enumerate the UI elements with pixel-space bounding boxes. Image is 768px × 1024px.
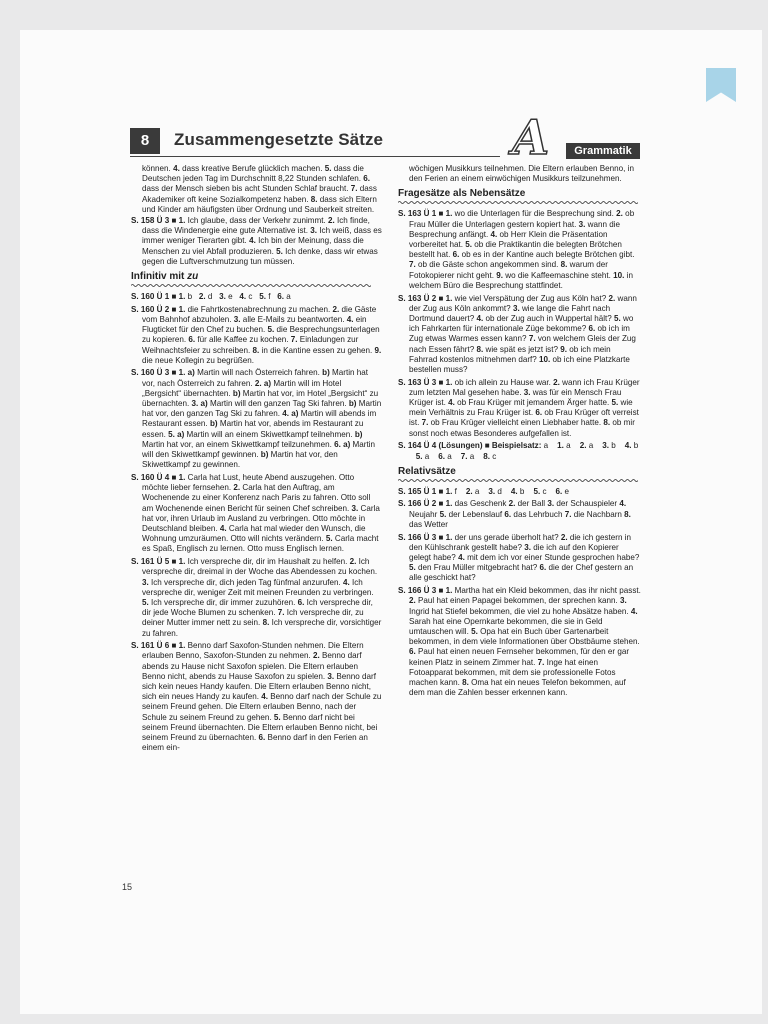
exercise-answer: S. 160 Ü 4 ■ 1. Carla hat Lust, heute Abend auszugehen. Otto möchte lieber fernsehen. 2. Carla hat den Auftrag, am Wochenende zu einer Konferenz nach Paris zu fahren. Otto soll am Wochenende einen Bericht für seinen Chef schreiben. 3. Carla hat vor, ihren Urlaub im Ausland zu verbringen. Otto möchte in Deutschland bleiben. 4. Carla hat mal wieder den Wunsch, die Wohnung umzuräumen. Otto will nichts verändern. 5. Carla macht es Spaß, Englisch zu lernen. Otto muss Englisch lernen. xyxy=(131,472,380,554)
exercise-answer: S. 166 Ü 2 ■ 1. das Geschenk 2. der Ball 3. der Schauspieler 4. Neujahr 5. der Lebenslauf 6. das Lehrbuch 7. die Nachbarn 8. das Wetter xyxy=(398,499,631,529)
right-column xyxy=(398,164,641,701)
page-number: 15 xyxy=(122,882,133,892)
grammatik-logo-label: Grammatik xyxy=(566,143,640,159)
left-column xyxy=(131,164,382,756)
section-wavy-underline xyxy=(398,200,638,205)
exercise-answer: S. 163 Ü 3 ■ 1. ob ich allein zu Hause war. 2. wann ich Frau Krüger zum letzten Mal gesehen habe. 3. was für ein Mensch Frau Krüger ist. 4. ob Frau Krüger mit jemandem Ärger hatte. 5. wie mein Verhältnis zu Frau Krüger ist. 6. ob Frau Krüger oft verreist ist. 7. ob Frau Krüger vielleicht einen Liebhaber hatte. 8. ob mir sonst noch etwas Besonderes aufgefallen ist. xyxy=(398,377,640,438)
section-heading: Fragesätze als Nebensätze xyxy=(398,188,526,200)
exercise-answer: S. 166 Ü 3 ■ 1. Martha hat ein Kleid bekommen, das ihr nicht passt. 2. Paul hat einen Papagei bekommen, der sprechen kann. 3. Ingrid hat Stiefel bekommen, die viel zu hohe Absätze haben. 4. Sarah hat eine Opernkarte bekommen, die sie in Geld umtauschen will. 5. Opa hat ein Buch über Gartenarbeit bekommen, in dem viele Informationen über Obstbäume stehen. 6. Paul hat einen neuen Fernseher bekommen, für den er gar keinen Platz in seinem Zimmer hat. 7. Inge hat einen Fotoapparat bekommen, mit dem sie professionelle Fotos machen kann. 8. Oma hat ein neues Telefon bekommen, auf dem man die Zahlen besser erkennen kann. xyxy=(398,586,641,698)
exercise-answer: S. 160 Ü 2 ■ 1. die Fahrtkostenabrechnung zu machen. 2. die Gäste vom Bahnhof abzuholen. 3. alle E-Mails zu beantworten. 4. ein Flugticket für den Chef zu buchen. 5. die Besprechungsunterlagen zu kopieren. 6. für alle Kaffee zu kochen. 7. Einladungen zur Weihnachtsfeier zu schreiben. 8. in die Kantine essen zu gehen. 9. die neue Kollegin zu begrüßen. xyxy=(131,304,382,365)
exercise-answer: S. 160 Ü 3 ■ 1. a) Martin will nach Österreich fahren. b) Martin hat vor, nach Österreich zu fahren. 2. a) Martin will im Hotel „Bergsicht“ übernachten. b) Martin hat vor, im Hotel „Bergsicht“ zu übernachten. 3. a) Martin will den ganzen Tag Ski fahren. b) Martin hat vor, den ganzen Tag Ski zu fahren. 4. a) Martin will abends im Restaurant essen. b) Martin hat vor, abends im Restaurant zu essen. 5. a) Martin will an einem Skiwettkampf teilnehmen. b) Martin hat vor, an einem Skiwettkampf teilzunehmen. 6. a) Martin will den Skiwettkampf gewinnen. b) Martin hat vor, den Skiwettkampf zu gewinnen. xyxy=(131,368,382,470)
continued-text: wöchigen Musikkurs teilnehmen. Die Eltern erlauben Benno, in den Ferien an einem einwöchigen Musikkurs teilzunehmen. xyxy=(409,164,634,184)
exercise-answer: S. 158 Ü 3 ■ 1. Ich glaube, dass der Verkehr zunimmt. 2. Ich finde, dass die Windenergie eine gute Alternative ist. 3. Ich weiß, dass es immer weniger Tierarten gibt. 4. Ich bin der Meinung, dass die Menschen zu viel Abfall produzieren. 5. Ich denke, dass wir etwas gegen die Luftverschmutzung tun müssen. xyxy=(131,216,382,266)
section-wavy-underline xyxy=(131,283,371,288)
exercise-answer: S. 166 Ü 3 ■ 1. der uns gerade überholt hat? 2. die ich gestern in den Kühlschrank gestellt habe? 3. die ich auf den Kopierer gelegt habe? 4. mit dem ich vor einer Stunde gesprochen habe? 5. den Frau Müller mitgebracht hat? 6. die der Chef gestern an alle geschickt hat? xyxy=(398,532,640,583)
grammatik-logo-letter: A xyxy=(512,110,550,166)
chapter-number: 8 xyxy=(130,128,160,154)
exercise-answer: S. 164 Ü 4 (Lösungen) ■ Beispielsatz: a 1. a 2. a 3. b 4. b 5. a 6. a 7. a 8. c xyxy=(398,441,639,461)
exercise-answer: S. 161 Ü 5 ■ 1. Ich verspreche dir, dir im Haushalt zu helfen. 2. Ich verspreche dir, dreimal in der Woche das Abendessen zu kochen. 3. Ich verspreche dir, dich jeden Tag fünfmal anzurufen. 4. Ich verspreche dir, weniger Zeit mit meinen Freunden zu verbringen. 5. Ich verspreche dir, dir immer zuzuhören. 6. Ich verspreche dir, dir jede Woche Blumen zu schenken. 7. Ich verspreche dir, zu deiner Mutter immer nett zu sein. 8. Ich verspreche dir, vorsichtiger zu fahren. xyxy=(131,557,382,638)
continued-text: können. 4. dass kreative Berufe glücklich machen. 5. dass die Deutschen jeden Tag im Durchschnitt 8,22 Stunden schlafen. 6. dass der Mensch sieben bis acht Stunden Schlaf braucht. 7. dass Akademiker oft keine Sozialkompetenz haben. 8. dass sich Eltern und Kinder am häufigsten über Ordnung und Sauberkeit streiten. xyxy=(142,164,377,214)
exercise-answer: S. 163 Ü 2 ■ 1. wie viel Verspätung der Zug aus Köln hat? 2. wann der Zug aus Köln ankommt? 3. wie lange die Fahrt nach Dortmund dauert? 4. ob der Zug auch in Wuppertal hält? 5. wo ich Fahrkarten für internationale Züge bekomme? 6. ob ich im Zug etwas Warmes essen kann? 7. von welchem Gleis der Zug nach Essen fährt? 8. wie spät es jetzt ist? 9. ob ich mein Fahrrad kostenlos mitnehmen darf? 10. ob ich eine Platzkarte bestellen muss? xyxy=(398,293,637,374)
exercise-answer: S. 161 Ü 6 ■ 1. Benno darf Saxofon-Stunden nehmen. Die Eltern erlauben Benno, Saxofon-Stunden zu nehmen. 2. Benno darf abends zu Hause nicht Saxofon spielen. Die Eltern erlauben Benno nicht, abends zu Hause Saxofon zu spielen. 3. Benno darf sich kein neues Handy kaufen. Die Eltern erlauben Benno nicht, sich ein neues Handy zu kaufen. 4. Benno darf nach der Schule zu seinem Freund gehen. Die Eltern erlauben Benno, nach der Schule zu seinem Freund zu gehen. 5. Benno darf nicht bei seinem Freund übernachten. Die Eltern erlauben Benno nicht, bei seinem Freund zu übernachten. 6. Benno darf in den Ferien an einem ein- xyxy=(131,641,382,753)
exercise-answer: S. 163 Ü 1 ■ 1. wo die Unterlagen für die Besprechung sind. 2. ob Frau Müller die Unterlagen gestern kopiert hat. 3. wann die Besprechung anfängt. 4. ob Herr Klein die Präsentation vorbereitet hat. 5. ob die Praktikantin die belegten Brötchen bestellt hat. 6. ob es in der Kantine auch belegte Brötchen gibt. 7. ob die Gäste schon angekommen sind. 8. warum der Fotokopierer nicht geht. 9. wo die Kaffeemaschine steht. 10. in welchem Büro die Besprechung stattfindet. xyxy=(398,209,635,290)
chapter-rule xyxy=(130,156,500,157)
chapter-title: Zusammengesetzte Sätze xyxy=(174,130,384,149)
exercise-answer: S. 165 Ü 1 ■ 1. f 2. a 3. d 4. b 5. c 6. e xyxy=(398,486,570,496)
exercise-answer: S. 160 Ü 1 ■ 1. b 2. d 3. e 4. c 5. f 6. a xyxy=(131,292,291,302)
section-wavy-underline xyxy=(398,478,638,483)
section-heading: Infinitiv mit zu xyxy=(131,271,199,283)
section-heading: Relativsätze xyxy=(398,465,456,477)
